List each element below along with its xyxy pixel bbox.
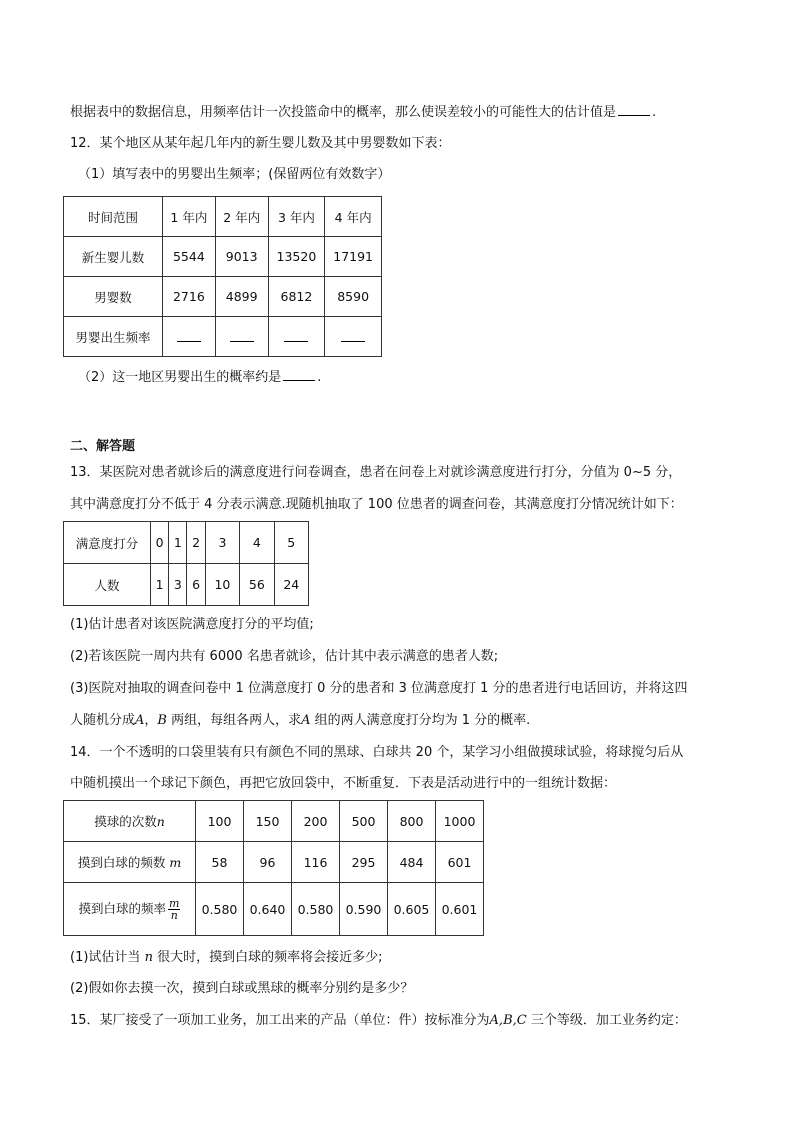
table-cell: 人数 [64, 564, 151, 606]
table-cell: 3 [169, 564, 187, 606]
question-13-part-3-b: 人随机分成A，B 两组，每组各两人，求A 组的两人满意度打分均为 1 分的概率. [70, 713, 531, 728]
table-cell: 4 年内 [325, 197, 382, 237]
table-row [64, 522, 309, 564]
answer-blank [283, 368, 315, 381]
table-cell: 男婴出生频率 [64, 317, 163, 357]
answer-blank [284, 329, 308, 342]
table-cell: 0.605 [388, 883, 436, 936]
answer-blank [177, 329, 201, 342]
table-cell: 10 [205, 564, 239, 606]
table-cell: 3 [205, 522, 239, 564]
answer-blank [618, 103, 650, 116]
table-row [64, 317, 382, 357]
table-row [64, 842, 484, 883]
text-line-estimate: 根据表中的数据信息，用频率估计一次投篮命中的概率，那么使误差较小的可能性大的估计值是 . [70, 105, 657, 120]
question-15-stem: 15．某厂接受了一项加工业务，加工出来的产品（单位：件）按标准分为A,B,C 三个等级．加工业务约定： [70, 1013, 687, 1028]
question-14-part-1: (1)试估计当 n 很大时，摸到白球的频率将会接近多少; [70, 950, 383, 965]
table-satisfaction [63, 521, 309, 606]
table-cell: 男婴数 [64, 277, 163, 317]
question-13-part-1: (1)估计患者对该医院满意度打分的平均值; [70, 617, 314, 632]
table-cell: 100 [196, 801, 244, 842]
table-cell: 摸球的次数n [64, 801, 196, 842]
table-cell: 1 [169, 522, 187, 564]
table-cell: 0.580 [292, 883, 340, 936]
table-ball-draws [63, 800, 484, 936]
question-12-stem: 12．某个地区从某年起几年内的新生婴儿数及其中男婴数如下表： [70, 136, 451, 151]
table-cell: 2716 [163, 277, 216, 317]
table-cell: 0.601 [436, 883, 484, 936]
table-cell: 17191 [325, 237, 382, 277]
table-cell: 新生婴儿数 [64, 237, 163, 277]
table-row [64, 801, 484, 842]
table-cell: 56 [240, 564, 274, 606]
question-13-stem-2: 其中满意度打分不低于 4 分表示满意.现随机抽取了 100 位患者的调查问卷，其满意度打分情况统计如下： [70, 497, 683, 512]
table-cell: 0 [151, 522, 169, 564]
table-cell: 满意度打分 [64, 522, 151, 564]
answer-blank-cell [268, 317, 325, 357]
table-cell: 24 [274, 564, 308, 606]
table-cell: 601 [436, 842, 484, 883]
table-cell: 9013 [215, 237, 268, 277]
table-cell: 150 [244, 801, 292, 842]
table-cell: 时间范围 [64, 197, 163, 237]
table-cell: 1 年内 [163, 197, 216, 237]
table-cell: 6 [187, 564, 205, 606]
answer-blank [341, 329, 365, 342]
table-cell: 1 [151, 564, 169, 606]
table-cell: 3 年内 [268, 197, 325, 237]
table-cell: 4 [240, 522, 274, 564]
table-cell: 4899 [215, 277, 268, 317]
question-13-part-2: (2)若该医院一周内共有 6000 名患者就诊，估计其中表示满意的患者人数; [70, 649, 499, 664]
answer-blank-cell [163, 317, 216, 357]
answer-blank-cell [215, 317, 268, 357]
table-cell: 8590 [325, 277, 382, 317]
table-cell: 96 [244, 842, 292, 883]
answer-blank [230, 329, 254, 342]
table-row [64, 277, 382, 317]
question-13-stem-1: 13．某医院对患者就诊后的满意度进行问卷调查，患者在问卷上对就诊满意度进行打分，分值为 0~5 分， [70, 465, 682, 480]
table-cell: 0.590 [340, 883, 388, 936]
table-cell: 5 [274, 522, 308, 564]
answer-blank-cell [325, 317, 382, 357]
table-cell: 800 [388, 801, 436, 842]
table-cell: 摸到白球的频率 $\frac{m}{n}$ [64, 883, 196, 936]
table-row [64, 197, 382, 237]
table-births [63, 196, 382, 357]
table-cell: 200 [292, 801, 340, 842]
question-13-part-3-a: (3)医院对抽取的调查问卷中 1 位满意度打 0 分的患者和 3 位满意度打 1 分的患者进行电话回访，并将这四 [70, 681, 688, 696]
table-cell: 2 [187, 522, 205, 564]
table-cell: 0.640 [244, 883, 292, 936]
section-heading: 二、解答题 [70, 439, 136, 454]
table-cell: 13520 [268, 237, 325, 277]
table-cell: 6812 [268, 277, 325, 317]
table-row [64, 237, 382, 277]
question-12-part-2: （2）这一地区男婴出生的概率约是 . [78, 370, 322, 385]
table-cell: 1000 [436, 801, 484, 842]
table-cell: 5544 [163, 237, 216, 277]
question-14-stem-2: 中随机摸出一个球记下颜色，再把它放回袋中，不断重复．下表是活动进行中的一组统计数据： [70, 776, 617, 791]
table-row [64, 564, 309, 606]
table-cell: 2 年内 [215, 197, 268, 237]
question-14-stem-1: 14．一个不透明的口袋里装有只有颜色不同的黑球、白球共 20 个，某学习小组做摸球试验，将球搅匀后从 [70, 745, 684, 760]
table-row [64, 883, 484, 936]
question-14-part-2: (2)假如你去摸一次，摸到白球或黑球的概率分别约是多少？ [70, 981, 414, 996]
table-cell: 116 [292, 842, 340, 883]
fraction: $\frac{m}{n}$ [169, 896, 180, 922]
table-cell: 484 [388, 842, 436, 883]
table-cell: 295 [340, 842, 388, 883]
table-cell: 摸到白球的频数 m [64, 842, 196, 883]
table-cell: 0.580 [196, 883, 244, 936]
table-cell: 500 [340, 801, 388, 842]
question-12-part-1: （1）填写表中的男婴出生频率；(保留两位有效数字） [78, 167, 391, 182]
table-cell: 58 [196, 842, 244, 883]
